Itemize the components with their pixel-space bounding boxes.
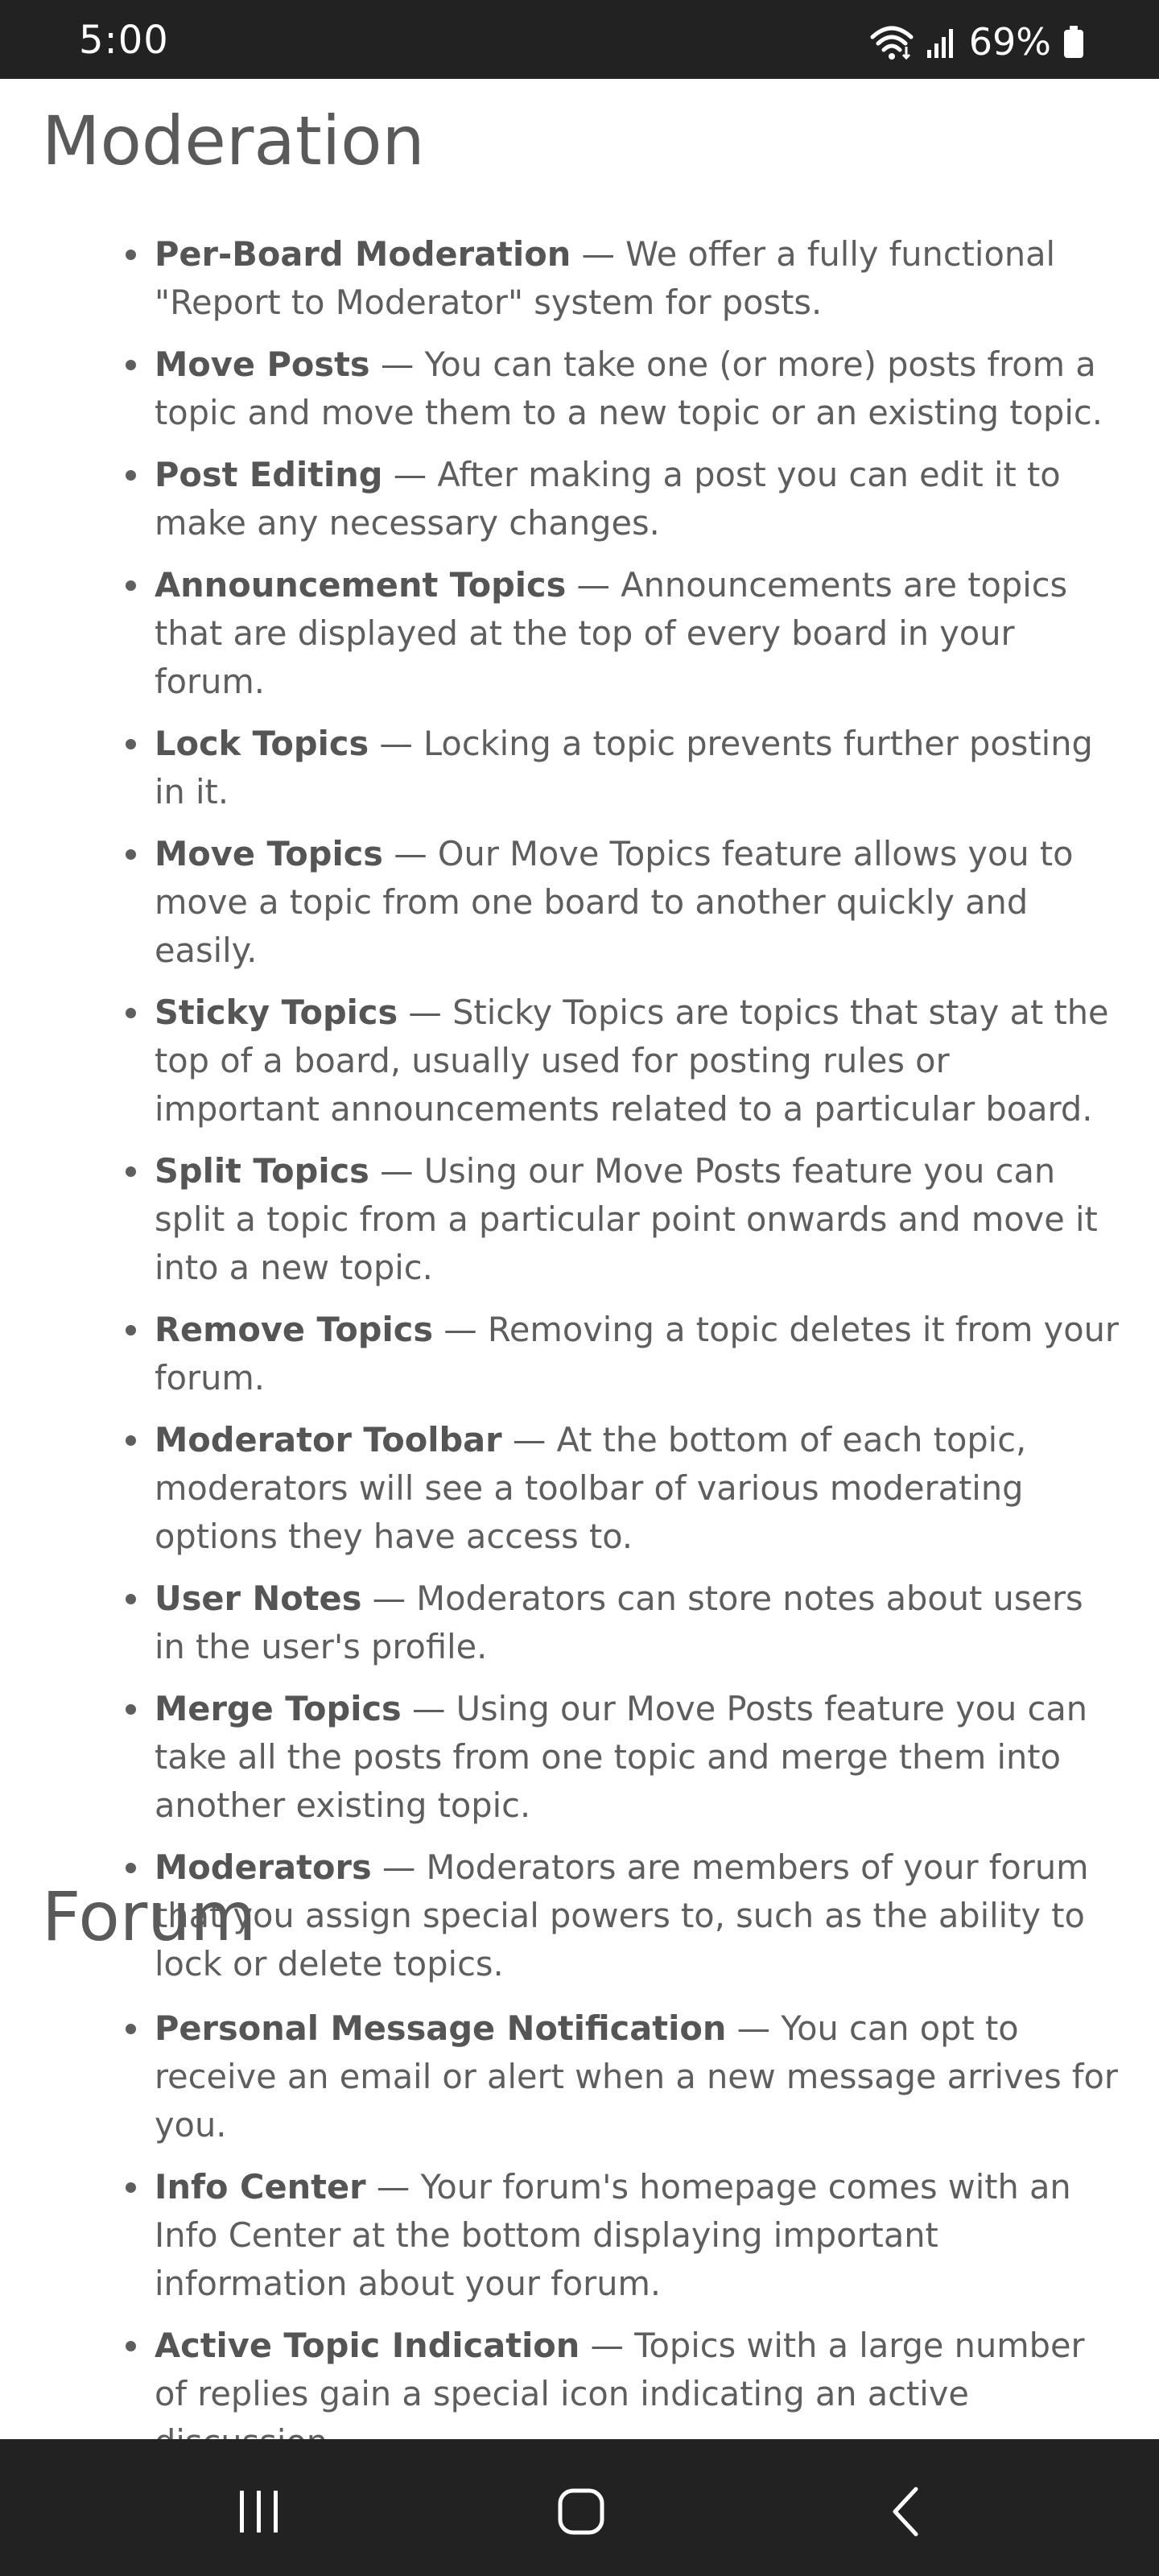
- feature-term: Info Center: [155, 2167, 366, 2207]
- status-bar: [0, 0, 1159, 79]
- list-item: [0, 830, 1159, 975]
- feature-description: — Our Move Topics feature allows you to move a topic from one board to another quickly and easily.: [155, 834, 1074, 970]
- list-item: [0, 1685, 1159, 1830]
- feature-term: Merge Topics: [155, 1689, 402, 1728]
- list-item: [0, 341, 1159, 437]
- bullet-icon: [126, 1166, 136, 1177]
- status-icons: [869, 19, 1085, 64]
- feature-description: — You can take one (or more) posts from a topic and move them to a new topic or an existing topic.: [155, 345, 1103, 432]
- feature-term: Moderators: [155, 1847, 372, 1887]
- signal-icon: [926, 24, 958, 60]
- list-item: [0, 1575, 1159, 1671]
- bullet-icon: [126, 1008, 136, 1018]
- feature-description: — Topics with a large number of replies gain a special icon indicating an active: [155, 2326, 1085, 2413]
- list-item: [0, 230, 1159, 327]
- feature-description: — Your forum's homepage comes with an Info Center at the bottom displaying important information about your forum.: [155, 2167, 1071, 2303]
- bullet-icon: [126, 1704, 136, 1715]
- list-item: [0, 2163, 1159, 2308]
- home-icon[interactable]: [549, 2479, 613, 2544]
- battery-percent: 69%: [968, 20, 1051, 64]
- list-item: [0, 561, 1159, 706]
- list-item: [0, 1416, 1159, 1561]
- feature-term: Post Editing: [155, 455, 383, 494]
- bullet-icon: [126, 2024, 136, 2034]
- bullet-icon: [126, 739, 136, 749]
- feature-term: User Notes: [155, 1579, 362, 1618]
- bullet-icon: [126, 2341, 136, 2351]
- feature-description: — Sticky Topics are topics that stay at the top of a board, usually used for posting rules or important announcements related to a particular board.: [155, 993, 1109, 1129]
- bullet-icon: [126, 1594, 136, 1604]
- bullet-icon: [126, 849, 136, 860]
- feature-term: Per-Board Moderation: [155, 234, 571, 274]
- recent-apps-icon[interactable]: [227, 2479, 291, 2544]
- feature-description: — We offer a fully functional "Report to Moderator" system for posts.: [155, 234, 1056, 322]
- wifi-icon: [869, 23, 914, 61]
- feature-description: — Using our Move Posts feature you can split a topic from a particular point onwards and move it into a new topic.: [155, 1151, 1098, 1287]
- navigation-bar: [0, 2439, 1159, 2576]
- feature-description: — After making a post you can edit it to make any necessary changes.: [155, 455, 1061, 543]
- feature-description: — At the bottom of each topic, moderators will see a toolbar of various moderating options they have access to.: [155, 1420, 1027, 1556]
- bullet-icon: [126, 1325, 136, 1335]
- feature-description: — Announcements are topics that are displayed at the top of every board in your forum.: [155, 565, 1068, 701]
- list-item: [0, 2004, 1159, 2149]
- feature-description: — You can opt to receive an email or alert when a new message arrives for you.: [155, 2008, 1118, 2145]
- page-content[interactable]: [0, 79, 1159, 2439]
- list-item: [0, 720, 1159, 816]
- section-title-moderation: Moderation: [42, 101, 425, 180]
- list-item: [0, 1147, 1159, 1292]
- list-item: [0, 451, 1159, 547]
- bullet-icon: [126, 1863, 136, 1873]
- feature-description: — Moderators are members of your forum that you assign special powers to, such as the ability to lock or delete topics.: [155, 1847, 1089, 1984]
- feature-term: Move Topics: [155, 834, 383, 873]
- moderation-feature-list: [0, 230, 1159, 2002]
- feature-term: Split Topics: [155, 1151, 369, 1191]
- battery-icon: [1062, 24, 1085, 60]
- feature-term: Sticky Topics: [155, 993, 398, 1032]
- section-title-forum: Forum: [42, 1877, 257, 1956]
- feature-description: — Removing a topic deletes it from your forum.: [155, 1310, 1119, 1397]
- bullet-icon: [126, 360, 136, 370]
- feature-term: Moderator Toolbar: [155, 1420, 502, 1459]
- bullet-icon: [126, 580, 136, 591]
- feature-term: Remove Topics: [155, 1310, 434, 1349]
- feature-term: Move Posts: [155, 345, 370, 384]
- status-time: 5:00: [79, 18, 169, 63]
- feature-term: Announcement Topics: [155, 565, 567, 605]
- list-item: [0, 1306, 1159, 1402]
- feature-term: Lock Topics: [155, 724, 369, 763]
- feature-term: Active Topic Indication: [155, 2326, 580, 2365]
- list-item: [0, 989, 1159, 1133]
- bullet-icon: [126, 250, 136, 260]
- bullet-icon: [126, 470, 136, 481]
- feature-description: — Locking a topic prevents further posting in it.: [155, 724, 1093, 811]
- feature-description: — Using our Move Posts feature you can take all the posts from one topic and merge them into another existing topic.: [155, 1689, 1088, 1825]
- bullet-icon: [126, 2182, 136, 2193]
- feature-term: Personal Message Notification: [155, 2008, 727, 2048]
- bullet-icon: [126, 1435, 136, 1446]
- back-icon[interactable]: [876, 2479, 940, 2544]
- feature-description: — Moderators can store notes about users in the user's profile.: [155, 1579, 1083, 1666]
